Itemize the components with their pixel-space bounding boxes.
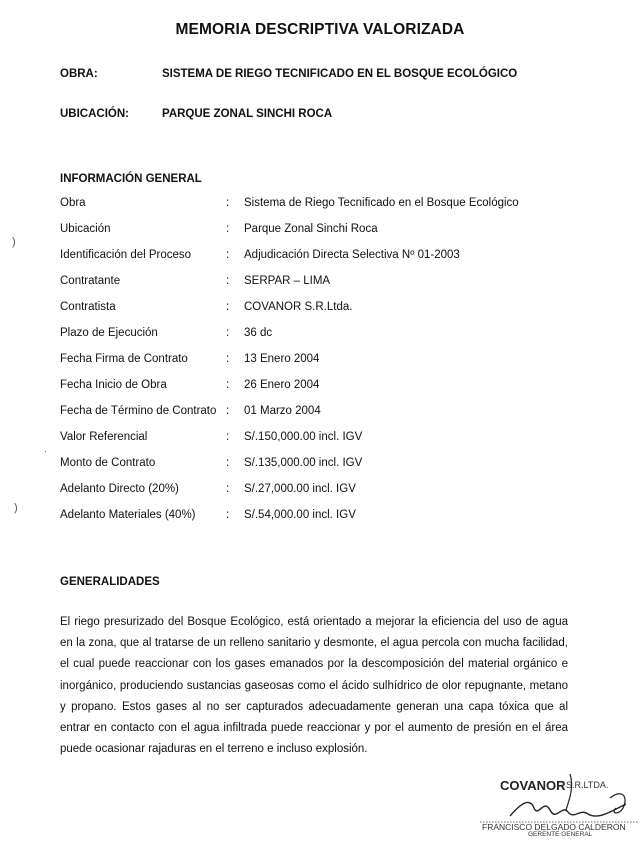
info-row	[0, 431, 640, 457]
info-label: Plazo de Ejecución	[60, 327, 158, 339]
info-separator: :	[226, 197, 230, 209]
info-separator: :	[226, 223, 230, 235]
info-value: Parque Zonal Sinchi Roca	[244, 223, 378, 235]
info-value: 26 Enero 2004	[244, 379, 320, 391]
info-separator: :	[226, 249, 230, 261]
info-label: Contratista	[60, 301, 116, 313]
info-value: S/.135,000.00 incl. IGV	[244, 457, 363, 469]
scan-mark: )	[12, 236, 16, 248]
generalidades-paragraph: El riego presurizado del Bosque Ecológico, está orientado a mejorar la eficiencia del uso de agua en la zona, que al tratarse de un relleno sanitario y desmonte, el agua percola con mucha facilidad, el cual puede reaccionar con los gases emanados por la descomposición del material orgánico e inorgánico, produciendo sustancias gaseosas como el ácido sulhídrico de olor repugnante, metano y propano. Estos gases al no ser capturados adecuadamente generan una capa tóxica que al entrar en contacto con el agua infiltrada puede reaccionar y por el aumento de presión en el área puede ocasionar rajaduras en el terreno e incluso explosión.	[60, 616, 568, 756]
info-row	[0, 275, 640, 301]
info-label: Obra	[60, 197, 86, 209]
info-value: COVANOR S.R.Ltda.	[244, 301, 353, 313]
info-row	[0, 301, 640, 327]
info-label: Fecha Firma de Contrato	[60, 353, 188, 365]
info-label: Fecha Inicio de Obra	[60, 379, 167, 391]
info-separator: :	[226, 431, 230, 443]
info-row	[0, 379, 640, 405]
info-label: Contratante	[60, 275, 121, 287]
info-value: Sistema de Riego Tecnificado en el Bosque Ecológico	[244, 197, 519, 209]
info-value: 01 Marzo 2004	[244, 405, 321, 417]
info-separator: :	[226, 379, 230, 391]
info-label: Adelanto Materiales (40%)	[60, 509, 196, 521]
ubicacion-label: UBICACIÓN:	[60, 108, 129, 120]
info-general-list	[0, 197, 640, 535]
svg-text:S.R.LTDA.: S.R.LTDA.	[566, 780, 609, 790]
info-separator: :	[226, 275, 230, 287]
info-label: Adelanto Directo (20%)	[60, 483, 179, 495]
ubicacion-value: PARQUE ZONAL SINCHI ROCA	[162, 108, 333, 120]
info-value: S/.27,000.00 incl. IGV	[244, 483, 356, 495]
info-value: Adjudicación Directa Selectiva Nº 01-2003	[244, 249, 460, 261]
info-row	[0, 353, 640, 379]
info-separator: :	[226, 483, 230, 495]
info-row	[0, 197, 640, 223]
svg-text:FRANCISCO DELGADO CALDERON: FRANCISCO DELGADO CALDERON	[482, 822, 626, 832]
info-row	[0, 223, 640, 249]
obra-value: SISTEMA DE RIEGO TECNIFICADO EN EL BOSQUE ECOLÓGICO	[162, 68, 518, 80]
info-separator: :	[226, 457, 230, 469]
info-label: Valor Referencial	[60, 431, 148, 443]
info-value: 13 Enero 2004	[244, 353, 320, 365]
company-stamp	[470, 768, 640, 836]
info-value: S/.150,000.00 incl. IGV	[244, 431, 363, 443]
scan-mark: ·	[44, 446, 47, 456]
info-row	[0, 327, 640, 353]
info-separator: :	[226, 353, 230, 365]
info-value: SERPAR – LIMA	[244, 275, 331, 287]
info-row	[0, 483, 640, 509]
info-value: 36 dc	[244, 327, 273, 339]
info-label: Monto de Contrato	[60, 457, 156, 469]
info-separator: :	[226, 301, 230, 313]
obra-label: OBRA:	[60, 68, 98, 80]
info-row	[0, 509, 640, 535]
info-general-heading: INFORMACIÓN GENERAL	[60, 173, 202, 185]
info-separator: :	[226, 509, 230, 521]
document-title: MEMORIA DESCRIPTIVA VALORIZADA	[175, 21, 465, 38]
info-label: Fecha de Término de Contrato	[60, 405, 217, 417]
info-row	[0, 405, 640, 431]
info-value: S/.54,000.00 incl. IGV	[244, 509, 356, 521]
info-separator: :	[226, 405, 230, 417]
generalidades-heading: GENERALIDADES	[60, 576, 160, 588]
info-row	[0, 249, 640, 275]
info-label: Ubicación	[60, 223, 111, 235]
scan-mark: )	[14, 502, 18, 514]
info-row	[0, 457, 640, 483]
svg-text:COVANOR: COVANOR	[500, 778, 566, 793]
info-separator: :	[226, 327, 230, 339]
info-label: Identificación del Proceso	[60, 249, 192, 261]
signature-image	[470, 768, 640, 836]
svg-text:GERENTE GENERAL: GERENTE GENERAL	[528, 831, 593, 836]
